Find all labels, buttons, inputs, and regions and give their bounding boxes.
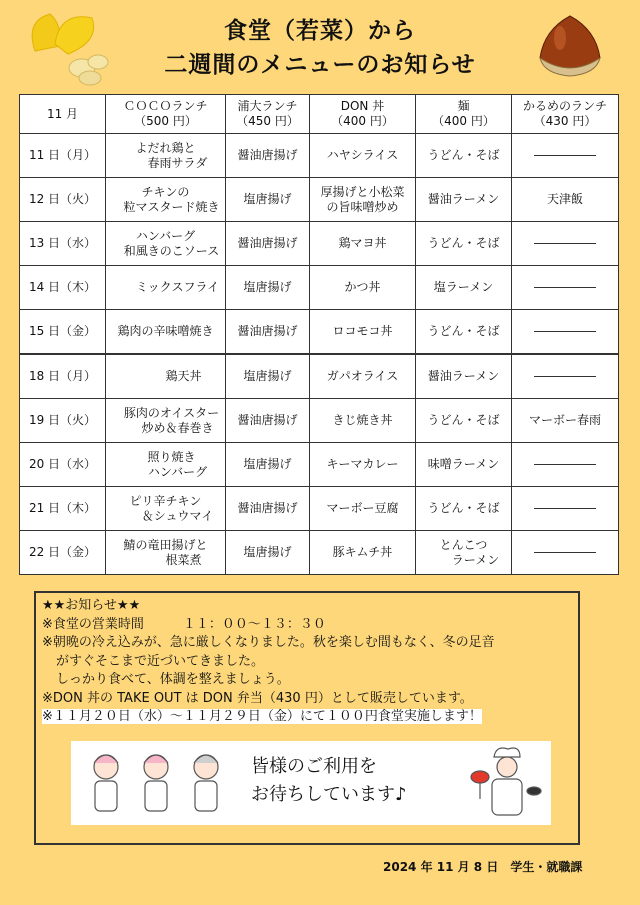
karume-lunch-cell xyxy=(512,443,619,487)
coco-lunch-cell: ミックスフライ xyxy=(106,266,226,310)
don-cell: 鶏マヨ丼 xyxy=(310,222,416,266)
noodle-cell: うどん・そば xyxy=(416,487,512,531)
none-dash xyxy=(534,243,596,244)
header-month: 11 月 xyxy=(20,95,106,134)
notice-heading: ★★お知らせ★★ xyxy=(42,598,141,613)
none-dash xyxy=(534,287,596,288)
table-header-row xyxy=(20,95,619,134)
menu-table xyxy=(19,94,619,575)
page-title xyxy=(0,14,640,82)
don-cell: 厚揚げと小松菜 の旨味噌炒め xyxy=(310,178,416,222)
none-dash xyxy=(534,155,596,156)
none-dash xyxy=(534,376,596,377)
don-cell: かつ丼 xyxy=(310,266,416,310)
don-cell: ガパオライス xyxy=(310,354,416,399)
table-row xyxy=(20,134,619,178)
coco-lunch-cell: 鶏天丼 xyxy=(106,354,226,399)
karume-lunch-cell xyxy=(512,531,619,575)
notice-box xyxy=(34,591,580,845)
noodle-cell: 塩ラーメン xyxy=(416,266,512,310)
karume-lunch-cell: マーボー春雨 xyxy=(512,399,619,443)
none-dash xyxy=(534,552,596,553)
date-cell: 22 日（金） xyxy=(20,531,106,575)
coco-lunch-cell: 鯖の竜田揚げと 根菜煮 xyxy=(106,531,226,575)
karume-lunch-cell xyxy=(512,222,619,266)
staff-illustration-icon xyxy=(81,745,231,823)
date-cell: 12 日（火） xyxy=(20,178,106,222)
noodle-cell: とんこつ ラーメン xyxy=(416,531,512,575)
header-men: 麺 （400 円） xyxy=(416,95,512,134)
welcome-panel xyxy=(71,741,551,825)
date-cell: 11 日（月） xyxy=(20,134,106,178)
table-row xyxy=(20,443,619,487)
footer-date-department: 2024 年 11 月 8 日 学生・就職課 xyxy=(383,860,583,874)
notice-line-2: がすぐそこまで近づいてきました。 xyxy=(56,653,265,669)
coco-lunch-cell: チキンの 粒マスタード焼き xyxy=(106,178,226,222)
coco-lunch-cell: ハンバーグ 和風きのこソース xyxy=(106,222,226,266)
header-don: DON 丼 （400 円） xyxy=(310,95,416,134)
welcome-line-1: 皆様のご利用を xyxy=(251,756,377,777)
coco-lunch-cell: 照り焼き ハンバーグ xyxy=(106,443,226,487)
coco-lunch-cell: ピリ辛チキン ＆シュウマイ xyxy=(106,487,226,531)
table-row xyxy=(20,222,619,266)
date-cell: 19 日（火） xyxy=(20,399,106,443)
table-row xyxy=(20,399,619,443)
title-line-1: 食堂（若菜）から xyxy=(224,18,416,44)
urao-lunch-cell: 醤油唐揚げ xyxy=(226,399,310,443)
date-cell: 14 日（木） xyxy=(20,266,106,310)
notice-line-3: しっかり食べて、体調を整えましょう。 xyxy=(56,672,290,687)
urao-lunch-cell: 醤油唐揚げ xyxy=(226,487,310,531)
none-dash xyxy=(534,508,596,509)
don-cell: 豚キムチ丼 xyxy=(310,531,416,575)
notice-line-4: ※DON 丼の TAKE OUT は DON 弁当（430 円）として販売しています。 xyxy=(42,690,473,706)
urao-lunch-cell: 塩唐揚げ xyxy=(226,443,310,487)
noodle-cell: うどん・そば xyxy=(416,222,512,266)
table-row xyxy=(20,487,619,531)
urao-lunch-cell: 塩唐揚げ xyxy=(226,354,310,399)
header-urao: 浦大ランチ （450 円） xyxy=(226,95,310,134)
karume-lunch-cell xyxy=(512,354,619,399)
cook-icon xyxy=(466,743,546,823)
don-cell: マーボー豆腐 xyxy=(310,487,416,531)
karume-lunch-cell: 天津飯 xyxy=(512,178,619,222)
header-coco: ＣＯＣＯランチ （500 円） xyxy=(106,95,226,134)
noodle-cell: 醤油ラーメン xyxy=(416,354,512,399)
date-cell: 20 日（水） xyxy=(20,443,106,487)
don-cell: キーマカレー xyxy=(310,443,416,487)
noodle-cell: うどん・そば xyxy=(416,310,512,355)
karume-lunch-cell xyxy=(512,310,619,355)
notice-line-5: ※１１月２０日（水）～１１月２９日（金）にて１００円食堂実施します！ xyxy=(42,709,482,724)
header-karume: かるめのランチ （430 円） xyxy=(512,95,619,134)
date-cell: 15 日（金） xyxy=(20,310,106,355)
table-row xyxy=(20,178,619,222)
don-cell: ロコモコ丼 xyxy=(310,310,416,355)
welcome-line-2: お待ちしています♪ xyxy=(251,784,407,805)
date-cell: 21 日（木） xyxy=(20,487,106,531)
noodle-cell: うどん・そば xyxy=(416,399,512,443)
karume-lunch-cell xyxy=(512,266,619,310)
karume-lunch-cell xyxy=(512,134,619,178)
title-line-2: 二週間のメニューのお知らせ xyxy=(164,52,476,78)
table-row xyxy=(20,266,619,310)
noodle-cell: うどん・そば xyxy=(416,134,512,178)
table-row xyxy=(20,354,619,399)
date-cell: 18 日（月） xyxy=(20,354,106,399)
table-row xyxy=(20,531,619,575)
coco-lunch-cell: よだれ鶏と 春雨サラダ xyxy=(106,134,226,178)
urao-lunch-cell: 醤油唐揚げ xyxy=(226,222,310,266)
don-cell: ハヤシライス xyxy=(310,134,416,178)
urao-lunch-cell: 醤油唐揚げ xyxy=(226,310,310,355)
date-cell: 13 日（水） xyxy=(20,222,106,266)
noodle-cell: 味噌ラーメン xyxy=(416,443,512,487)
coco-lunch-cell: 鶏肉の辛味噌焼き xyxy=(106,310,226,355)
noodle-cell: 醤油ラーメン xyxy=(416,178,512,222)
none-dash xyxy=(534,331,596,332)
urao-lunch-cell: 塩唐揚げ xyxy=(226,266,310,310)
none-dash xyxy=(534,464,596,465)
don-cell: きじ焼き丼 xyxy=(310,399,416,443)
table-row xyxy=(20,310,619,355)
coco-lunch-cell: 豚肉のオイスター 炒め＆春巻き xyxy=(106,399,226,443)
urao-lunch-cell: 醤油唐揚げ xyxy=(226,134,310,178)
notice-hours: ※食堂の営業時間 １１：００～１３：３０ xyxy=(42,616,326,632)
notice-line-1: ※朝晩の冷え込みが、急に厳しくなりました。秋を楽しむ間もなく、冬の足音 xyxy=(42,635,495,650)
urao-lunch-cell: 塩唐揚げ xyxy=(226,178,310,222)
urao-lunch-cell: 塩唐揚げ xyxy=(226,531,310,575)
karume-lunch-cell xyxy=(512,487,619,531)
